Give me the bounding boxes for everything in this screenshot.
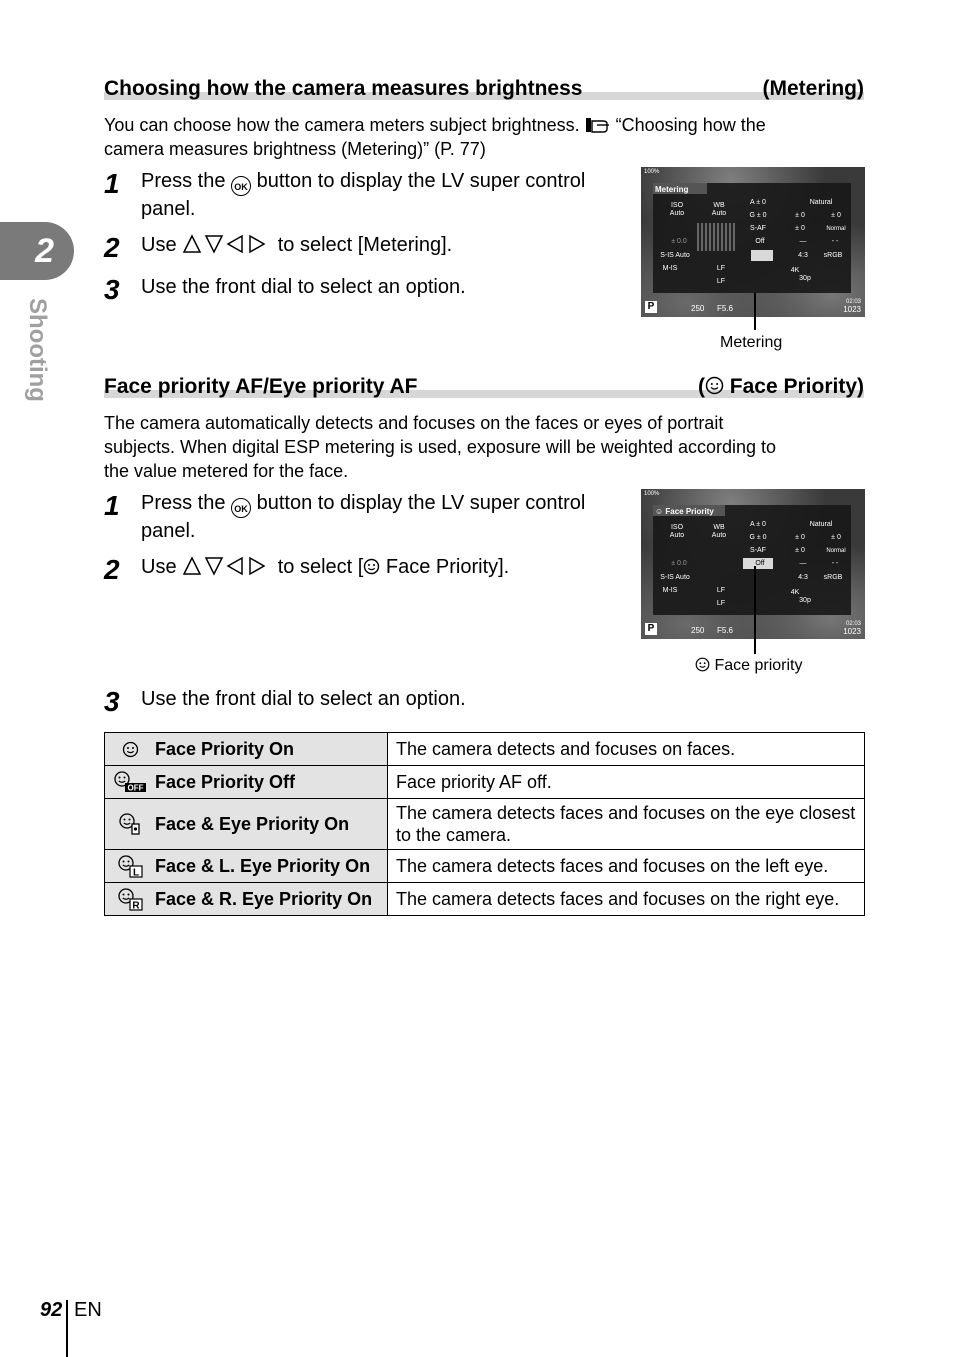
- intro-text: camera measures brightness (Metering)” (P. 77): [104, 139, 486, 159]
- iso-setting: [663, 202, 691, 218]
- option-description: The camera detects faces and focuses on the left eye.: [388, 850, 865, 883]
- section-face-title-right: [698, 376, 864, 398]
- step-2: [104, 554, 624, 586]
- af-mode: S-AF: [750, 225, 766, 232]
- step-text-part: Face Priority].: [385, 556, 510, 578]
- table-row: [105, 850, 865, 883]
- intro-line: the value metered for the face.: [104, 461, 349, 481]
- chapter-tab: [0, 222, 74, 280]
- movie-resolution: 4K: [790, 589, 800, 596]
- iso-label: ISO: [670, 524, 684, 531]
- intro-line: The camera automatically detects and focuses on the faces or eyes of portrait: [104, 413, 724, 433]
- placeholder: - -: [831, 238, 839, 245]
- chapter-label: Shooting: [24, 298, 51, 402]
- movie-resolution: 4K: [790, 267, 800, 274]
- aspect-ratio: 4:3: [798, 574, 808, 581]
- section-metering-title: Choosing how the camera measures brightness: [104, 77, 583, 100]
- face-icon: [695, 657, 710, 672]
- image-quality-2: LF: [716, 278, 726, 285]
- step-text-part: Use: [141, 234, 177, 256]
- wb-a-shift: A ± 0: [750, 199, 766, 206]
- option-description: Face priority AF off.: [388, 766, 865, 799]
- image-quality-1: LF: [716, 265, 726, 272]
- step-text-part: Use: [141, 556, 177, 578]
- wb-setting: [705, 524, 733, 540]
- lv-super-control-panel-face: [641, 489, 865, 639]
- table-row: [105, 733, 865, 766]
- option-cell: [105, 733, 388, 766]
- flash-compensation: ± 0.0: [671, 560, 687, 567]
- step-text: Use the front dial to select an option.: [141, 276, 466, 298]
- step-text: [141, 490, 585, 544]
- aperture-value: F5.6: [717, 626, 734, 635]
- step-3: [104, 274, 624, 306]
- page-number: 92: [40, 1299, 63, 1321]
- ok-button-icon: OK: [231, 176, 251, 196]
- iso-value: Auto: [669, 210, 685, 217]
- chapter-number: 2: [35, 231, 54, 270]
- step-number: 2: [104, 554, 120, 585]
- step-text-part: panel.: [141, 520, 196, 542]
- flash-compensation: ± 0.0: [671, 238, 687, 245]
- iso-label: ISO: [670, 202, 684, 209]
- placeholder: —: [799, 560, 807, 567]
- control-panel: [653, 183, 851, 293]
- option-description: The camera detects faces and focuses on the right eye.: [388, 883, 865, 916]
- face-steps: [104, 490, 624, 586]
- section-face-priority-heading: [104, 372, 864, 398]
- step-text-part: Press the: [141, 170, 226, 192]
- arrow-keys-icon: [182, 556, 272, 576]
- step-text: Use the front dial to select an option.: [141, 688, 466, 710]
- shots-remaining: 1023: [843, 627, 861, 636]
- option-label: Face Priority Off: [155, 771, 296, 792]
- movie-framerate: 30p: [799, 597, 811, 604]
- face-icon: [363, 556, 380, 573]
- wb-value: Auto: [711, 532, 727, 539]
- step-number: 1: [104, 168, 120, 199]
- table-row: [105, 799, 865, 850]
- af-mode: S-AF: [750, 547, 766, 554]
- shooting-mode: P: [645, 623, 657, 635]
- wb-setting: [705, 202, 733, 218]
- option-description: The camera detects faces and focuses on the eye closest to the camera.: [388, 799, 865, 850]
- wb-label: WB: [713, 524, 725, 531]
- recording-time: 02:03: [845, 299, 861, 305]
- step-text-part: panel.: [141, 198, 196, 220]
- option-label: Face Priority On: [155, 738, 295, 759]
- aspect-ratio: 4:3: [798, 252, 808, 259]
- option-label: Face & L. Eye Priority On: [155, 855, 371, 876]
- wb-label: WB: [713, 202, 725, 209]
- battery-indicator: 100%: [644, 169, 660, 175]
- footer-divider: [66, 1300, 68, 1357]
- option-label: Face & R. Eye Priority On: [155, 888, 373, 909]
- callout-line: [754, 293, 756, 330]
- sharpness: ± 0: [795, 534, 805, 541]
- image-stabilizer: S-IS Auto: [660, 574, 690, 581]
- option-description: The camera detects and focuses on faces.: [388, 733, 865, 766]
- movie-framerate: 30p: [799, 275, 811, 282]
- panel-title: ☺ Face Priority: [655, 507, 714, 516]
- step-text-part: button to display the LV super control: [256, 492, 586, 514]
- image-quality-2: LF: [716, 600, 726, 607]
- step-text: [141, 554, 509, 586]
- section-face-title: Face priority AF/Eye priority AF: [104, 375, 418, 398]
- face-left-eye-icon: [105, 854, 155, 878]
- battery-indicator: 100%: [644, 491, 660, 497]
- image-quality-1: LF: [716, 587, 726, 594]
- face-eye-icon: [105, 812, 155, 836]
- callout-line: [754, 566, 756, 654]
- wb-value: Auto: [711, 210, 727, 217]
- saturation: ± 0: [795, 225, 805, 232]
- face-priority-callout-label: [695, 657, 802, 675]
- shutter-speed: 250: [691, 304, 705, 313]
- option-cell: [105, 883, 388, 916]
- af-target-grid: [697, 223, 735, 251]
- face-icon: [105, 741, 155, 758]
- section-metering-heading: [104, 74, 864, 100]
- step-2: [104, 232, 624, 264]
- language-label: EN: [74, 1299, 102, 1321]
- face-priority-options-table: [104, 732, 865, 916]
- svg-text:R: R: [132, 900, 140, 911]
- picture-mode: Natural: [809, 199, 833, 206]
- arrow-keys-icon: [182, 234, 272, 254]
- step-1: [104, 490, 624, 544]
- metering-callout-label: Metering: [720, 334, 783, 351]
- wb-g-shift: G ± 0: [749, 212, 767, 219]
- face-icon: [705, 376, 724, 395]
- image-stabilizer: S-IS Auto: [660, 252, 690, 259]
- section-metering-title-right: (Metering): [762, 77, 864, 100]
- step-text-part: button to display the LV super control: [256, 170, 586, 192]
- panel-title: Metering: [655, 185, 689, 194]
- aperture-value: F5.6: [717, 304, 734, 313]
- intro-text: “Choosing how the: [615, 115, 766, 135]
- face-off-icon: [105, 771, 155, 793]
- gradation: Normal: [826, 548, 846, 554]
- section-metering-intro: [104, 113, 864, 161]
- wb-g-shift: G ± 0: [749, 534, 767, 541]
- face-priority-setting: Off: [755, 238, 765, 245]
- option-cell: [105, 766, 388, 799]
- movie-is: M-IS: [662, 265, 678, 272]
- contrast: ± 0: [831, 212, 841, 219]
- step-3: [104, 686, 624, 718]
- movie-is: M-IS: [662, 587, 678, 594]
- wb-a-shift: A ± 0: [750, 521, 766, 528]
- table-row: [105, 766, 865, 799]
- contrast: ± 0: [831, 534, 841, 541]
- step-text-part: Press the: [141, 492, 226, 514]
- step-text: [141, 232, 452, 264]
- step-text: [141, 168, 585, 222]
- step-number: 1: [104, 490, 120, 521]
- panel-title-text: Face Priority: [665, 507, 714, 516]
- face-right-eye-icon: [105, 887, 155, 911]
- recording-time: 02:03: [845, 621, 861, 627]
- shutter-speed: 250: [691, 626, 705, 635]
- step-number: 3: [104, 274, 120, 305]
- heading-paren: (: [697, 375, 705, 398]
- step-text-part: to select [Metering].: [277, 234, 453, 256]
- lv-super-control-panel-metering: [641, 167, 865, 317]
- shots-remaining: 1023: [843, 305, 861, 314]
- step-1: [104, 168, 624, 222]
- callout-text: Face priority: [714, 657, 803, 674]
- iso-setting: [663, 524, 691, 540]
- color-space: sRGB: [823, 252, 843, 259]
- metering-steps: [104, 168, 624, 306]
- option-cell: [105, 799, 388, 850]
- shooting-mode: P: [645, 301, 657, 313]
- heading-text: Face Priority): [729, 375, 864, 398]
- metering-highlight: [751, 250, 773, 261]
- sharpness: ± 0: [795, 212, 805, 219]
- step-number: 2: [104, 232, 120, 263]
- option-label: Face & Eye Priority On: [155, 813, 350, 834]
- intro-line: subjects. When digital ESP metering is used, exposure will be weighted according to: [104, 437, 777, 457]
- placeholder: - -: [831, 560, 839, 567]
- gradation: Normal: [826, 226, 846, 232]
- iso-value: Auto: [669, 532, 685, 539]
- color-space: sRGB: [823, 574, 843, 581]
- svg-text:OFF: OFF: [127, 783, 144, 793]
- step-number: 3: [104, 686, 120, 717]
- placeholder: —: [799, 238, 807, 245]
- control-panel: [653, 505, 851, 615]
- step-text-part: to select [: [277, 556, 364, 578]
- section-face-intro: [104, 411, 864, 483]
- saturation: ± 0: [795, 547, 805, 554]
- option-cell: [105, 850, 388, 883]
- picture-mode: Natural: [809, 521, 833, 528]
- intro-text: You can choose how the camera meters subject brightness.: [104, 115, 580, 135]
- table-row: [105, 883, 865, 916]
- face-priority-setting: Off: [755, 560, 765, 567]
- ok-button-icon: OK: [231, 498, 251, 518]
- reference-icon: [585, 115, 611, 131]
- svg-text:L: L: [132, 867, 140, 878]
